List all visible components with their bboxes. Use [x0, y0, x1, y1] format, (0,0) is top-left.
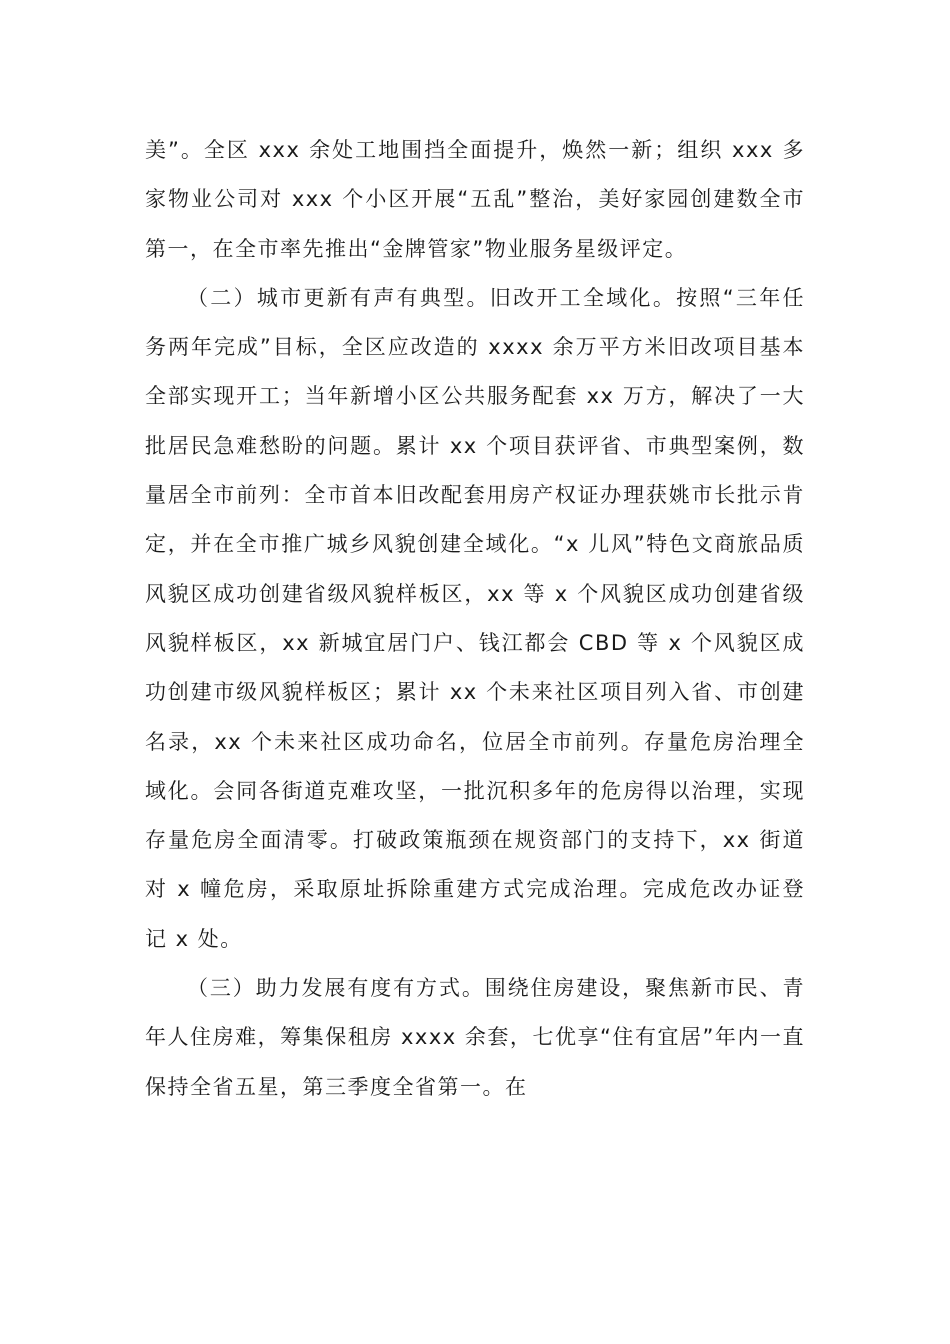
document-body: [145, 126, 805, 1112]
paragraph-urban-renewal: （二）城市更新有声有典型。旧改开工全域化。按照“三年任务两年完成”目标，全区应改造的 xxxx 余万平方米旧改项目基本全部实现开工；当年新增小区公共服务配套 xx 万方，解决了一大批居民急难愁盼的问题。累计 xx 个项目获评省、市典型案例，数量居全市前列：全市首本旧改配套用房产权证办理获姚市长批示肯定，并在全市推广城乡风貌创建全域化。“x 儿风”特色文商旅品质风貌区成功创建省级风貌样板区，xx 等 x 个风貌区成功创建省级风貌样板区，xx 新城宜居门户、钱江都会 CBD 等 x 个风貌区成功创建市级风貌样板区；累计 xx 个未来社区项目列入省、市创建名录，xx 个未来社区成功命名，位居全市前列。存量危房治理全域化。会同各街道克难攻坚，一批沉积多年的危房得以治理，实现存量危房全面清零。打破政策瓶颈在规资部门的支持下，xx 街道对 x 幢危房，采取原址拆除重建方式完成治理。完成危改办证登记 x 处。: [145, 285, 805, 951]
paragraph-development-support: （三）助力发展有度有方式。围绕住房建设，聚焦新市民、青年人住房难，筹集保租房 xxxx 余套，七优享“住有宜居”年内一直保持全省五星，第三季度全省第一。在: [145, 976, 805, 1099]
paragraph-property-management: 美”。全区 xxx 余处工地围挡全面提升，焕然一新；组织 xxx 多家物业公司对 xxx 个小区开展“五乱”整治，美好家园创建数全市第一，在全市率先推出“金牌管家”物业服务星级评定。: [145, 138, 805, 261]
